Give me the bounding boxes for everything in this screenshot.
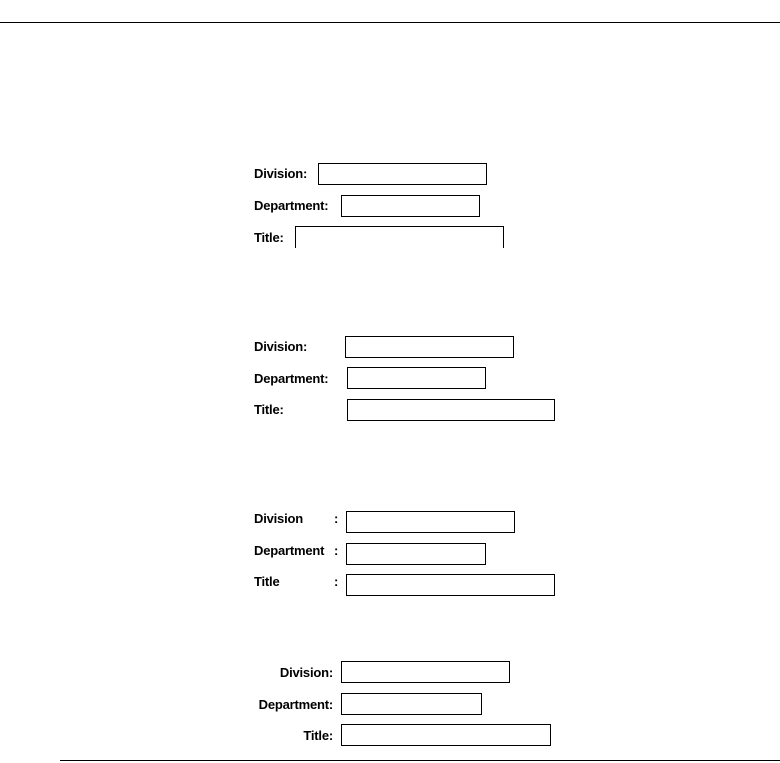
division-field[interactable]: [341, 661, 510, 683]
department-label: Department:: [254, 198, 329, 213]
title-label: Title:: [254, 230, 284, 245]
bottom-rule: [60, 760, 780, 761]
title-label: Title: [254, 574, 280, 589]
division-field[interactable]: [318, 163, 487, 185]
title-colon: :: [334, 574, 339, 589]
title-label: Title:: [303, 728, 333, 743]
top-rule: [0, 22, 780, 23]
title-field[interactable]: [341, 724, 551, 746]
title-field[interactable]: [346, 574, 555, 596]
division-label: Division: [254, 511, 303, 526]
title-field[interactable]: [347, 399, 555, 421]
division-label: Division:: [254, 339, 308, 354]
title-label: Title:: [254, 402, 284, 417]
department-colon: :: [334, 543, 339, 558]
title-field[interactable]: [295, 226, 504, 248]
division-label: Division:: [254, 166, 308, 181]
department-field[interactable]: [346, 543, 486, 565]
department-field[interactable]: [347, 367, 486, 389]
department-label: Department:: [254, 371, 329, 386]
department-field[interactable]: [341, 195, 480, 217]
department-field[interactable]: [341, 693, 482, 715]
division-colon: :: [334, 511, 339, 526]
division-label: Division:: [279, 665, 333, 680]
division-field[interactable]: [345, 336, 514, 358]
division-field[interactable]: [346, 511, 515, 533]
department-label: Department:: [258, 697, 333, 712]
department-label: Department: [254, 543, 325, 558]
